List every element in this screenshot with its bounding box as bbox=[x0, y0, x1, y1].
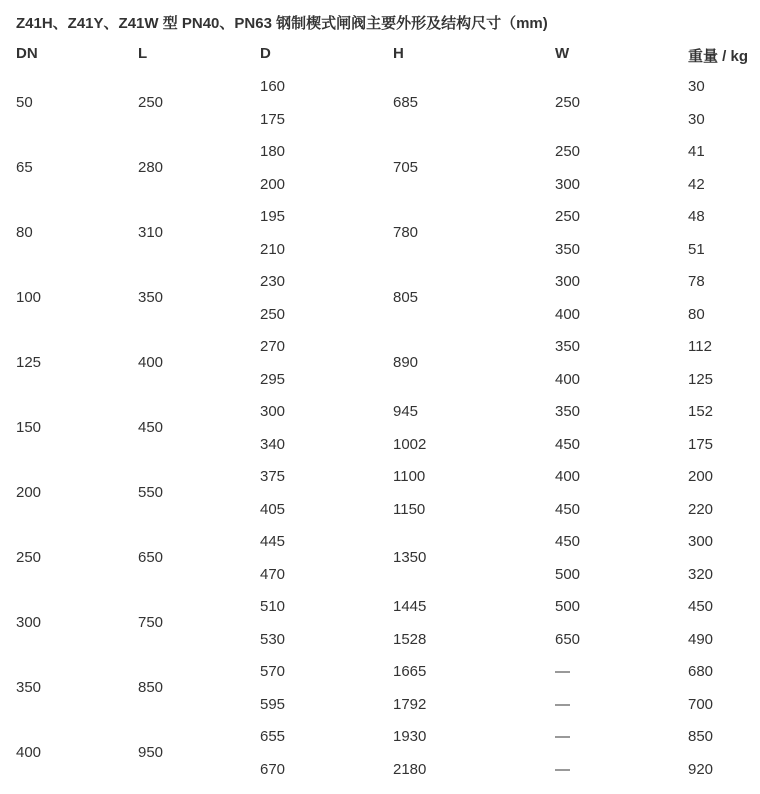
cell-d: 570 bbox=[260, 663, 286, 680]
cell-w: 500 bbox=[555, 565, 581, 583]
cell-l: 250 bbox=[138, 94, 164, 112]
column-header-d: D bbox=[260, 45, 271, 62]
cell-weight: 490 bbox=[688, 630, 714, 648]
cell-w: 250 bbox=[555, 143, 581, 160]
cell-w: 400 bbox=[555, 370, 581, 388]
cell-weight: 200 bbox=[688, 468, 714, 485]
cell-weight: 41 bbox=[688, 143, 705, 160]
cell-d: 405 bbox=[260, 500, 286, 518]
cell-w: 450 bbox=[555, 435, 581, 453]
cell-weight: 450 bbox=[688, 598, 714, 615]
cell-weight: 850 bbox=[688, 728, 714, 745]
cell-w: — bbox=[555, 728, 570, 745]
cell-w: 300 bbox=[555, 175, 581, 193]
column-header-w: W bbox=[555, 45, 570, 62]
cell-dn: 80 bbox=[16, 224, 33, 242]
cell-l: 950 bbox=[138, 744, 164, 762]
cell-weight: 42 bbox=[688, 175, 705, 193]
cell-d: 655 bbox=[260, 728, 286, 745]
cell-l: 400 bbox=[138, 354, 164, 372]
cell-d: 175 bbox=[260, 110, 286, 128]
cell-weight: 48 bbox=[688, 208, 705, 225]
cell-l: 310 bbox=[138, 224, 164, 242]
cell-w: 250 bbox=[555, 94, 581, 112]
cell-l: 280 bbox=[138, 159, 164, 177]
cell-weight: 51 bbox=[688, 240, 705, 258]
cell-dn: 300 bbox=[16, 614, 42, 632]
cell-w: 250 bbox=[555, 208, 581, 225]
cell-d: 250 bbox=[260, 305, 286, 323]
cell-d: 230 bbox=[260, 273, 286, 290]
cell-l: 850 bbox=[138, 679, 164, 697]
column-header-l: L bbox=[138, 45, 148, 62]
cell-h: 1150 bbox=[393, 500, 426, 518]
cell-dn: 400 bbox=[16, 744, 42, 762]
cell-weight: 78 bbox=[688, 273, 705, 290]
cell-h: 685 bbox=[393, 94, 419, 112]
cell-d: 470 bbox=[260, 565, 286, 583]
cell-h: 1665 bbox=[393, 663, 427, 680]
cell-weight: 30 bbox=[688, 110, 705, 128]
cell-l: 650 bbox=[138, 549, 164, 567]
cell-w: 350 bbox=[555, 338, 581, 355]
cell-d: 375 bbox=[260, 468, 286, 485]
cell-h: 1792 bbox=[393, 695, 427, 713]
cell-h: 890 bbox=[393, 354, 419, 372]
cell-weight: 30 bbox=[688, 78, 705, 95]
cell-h: 805 bbox=[393, 289, 419, 307]
page-title: Z41H、Z41Y、Z41W 型 PN40、PN63 钢制楔式闸阀主要外形及结构尺寸（mm) bbox=[16, 15, 548, 32]
cell-dn: 100 bbox=[16, 289, 42, 307]
cell-l: 550 bbox=[138, 484, 164, 502]
cell-h: 1350 bbox=[393, 549, 427, 567]
cell-w: 650 bbox=[555, 630, 581, 648]
cell-dn: 350 bbox=[16, 679, 42, 697]
cell-h: 1002 bbox=[393, 435, 427, 453]
cell-dn: 250 bbox=[16, 549, 42, 567]
cell-l: 450 bbox=[138, 419, 164, 437]
cell-d: 510 bbox=[260, 598, 286, 615]
cell-d: 445 bbox=[260, 533, 286, 550]
cell-w: 350 bbox=[555, 240, 581, 258]
cell-w: 400 bbox=[555, 305, 581, 323]
cell-w: — bbox=[555, 760, 570, 778]
cell-d: 160 bbox=[260, 78, 286, 95]
cell-weight: 320 bbox=[688, 565, 714, 583]
column-header-dn: DN bbox=[16, 45, 38, 62]
cell-dn: 150 bbox=[16, 419, 42, 437]
cell-w: — bbox=[555, 695, 570, 713]
cell-d: 670 bbox=[260, 760, 286, 778]
cell-d: 270 bbox=[260, 338, 286, 355]
cell-h: 2180 bbox=[393, 760, 427, 778]
cell-weight: 152 bbox=[688, 403, 714, 420]
cell-h: 705 bbox=[393, 159, 419, 177]
cell-weight: 300 bbox=[688, 533, 714, 550]
cell-weight: 80 bbox=[688, 305, 705, 323]
cell-d: 295 bbox=[260, 370, 286, 388]
cell-w: 500 bbox=[555, 598, 581, 615]
cell-d: 210 bbox=[260, 240, 286, 258]
cell-weight: 220 bbox=[688, 500, 714, 518]
cell-d: 530 bbox=[260, 630, 286, 648]
cell-h: 780 bbox=[393, 224, 419, 242]
cell-d: 340 bbox=[260, 435, 286, 453]
cell-weight: 680 bbox=[688, 663, 714, 680]
cell-d: 200 bbox=[260, 175, 286, 193]
column-header-weight: 重量 / kg bbox=[688, 48, 749, 65]
cell-w: 400 bbox=[555, 468, 581, 485]
cell-w: 450 bbox=[555, 500, 581, 518]
cell-d: 195 bbox=[260, 208, 286, 225]
cell-d: 300 bbox=[260, 403, 286, 420]
cell-weight: 920 bbox=[688, 760, 714, 778]
cell-h: 1445 bbox=[393, 598, 427, 615]
cell-l: 750 bbox=[138, 614, 164, 632]
cell-w: — bbox=[555, 663, 570, 680]
cell-weight: 125 bbox=[688, 370, 714, 388]
cell-weight: 700 bbox=[688, 695, 714, 713]
cell-dn: 65 bbox=[16, 159, 33, 177]
cell-dn: 125 bbox=[16, 354, 42, 372]
cell-weight: 112 bbox=[688, 338, 712, 355]
column-header-h: H bbox=[393, 45, 404, 62]
cell-h: 1528 bbox=[393, 630, 427, 648]
cell-h: 1100 bbox=[393, 468, 426, 485]
cell-w: 450 bbox=[555, 533, 581, 550]
cell-h: 945 bbox=[393, 403, 419, 420]
cell-l: 350 bbox=[138, 289, 164, 307]
cell-weight: 175 bbox=[688, 435, 714, 453]
cell-w: 350 bbox=[555, 403, 581, 420]
cell-w: 300 bbox=[555, 273, 581, 290]
cell-dn: 50 bbox=[16, 94, 33, 112]
cell-h: 1930 bbox=[393, 728, 427, 745]
cell-dn: 200 bbox=[16, 484, 42, 502]
cell-d: 180 bbox=[260, 143, 286, 160]
cell-d: 595 bbox=[260, 695, 286, 713]
